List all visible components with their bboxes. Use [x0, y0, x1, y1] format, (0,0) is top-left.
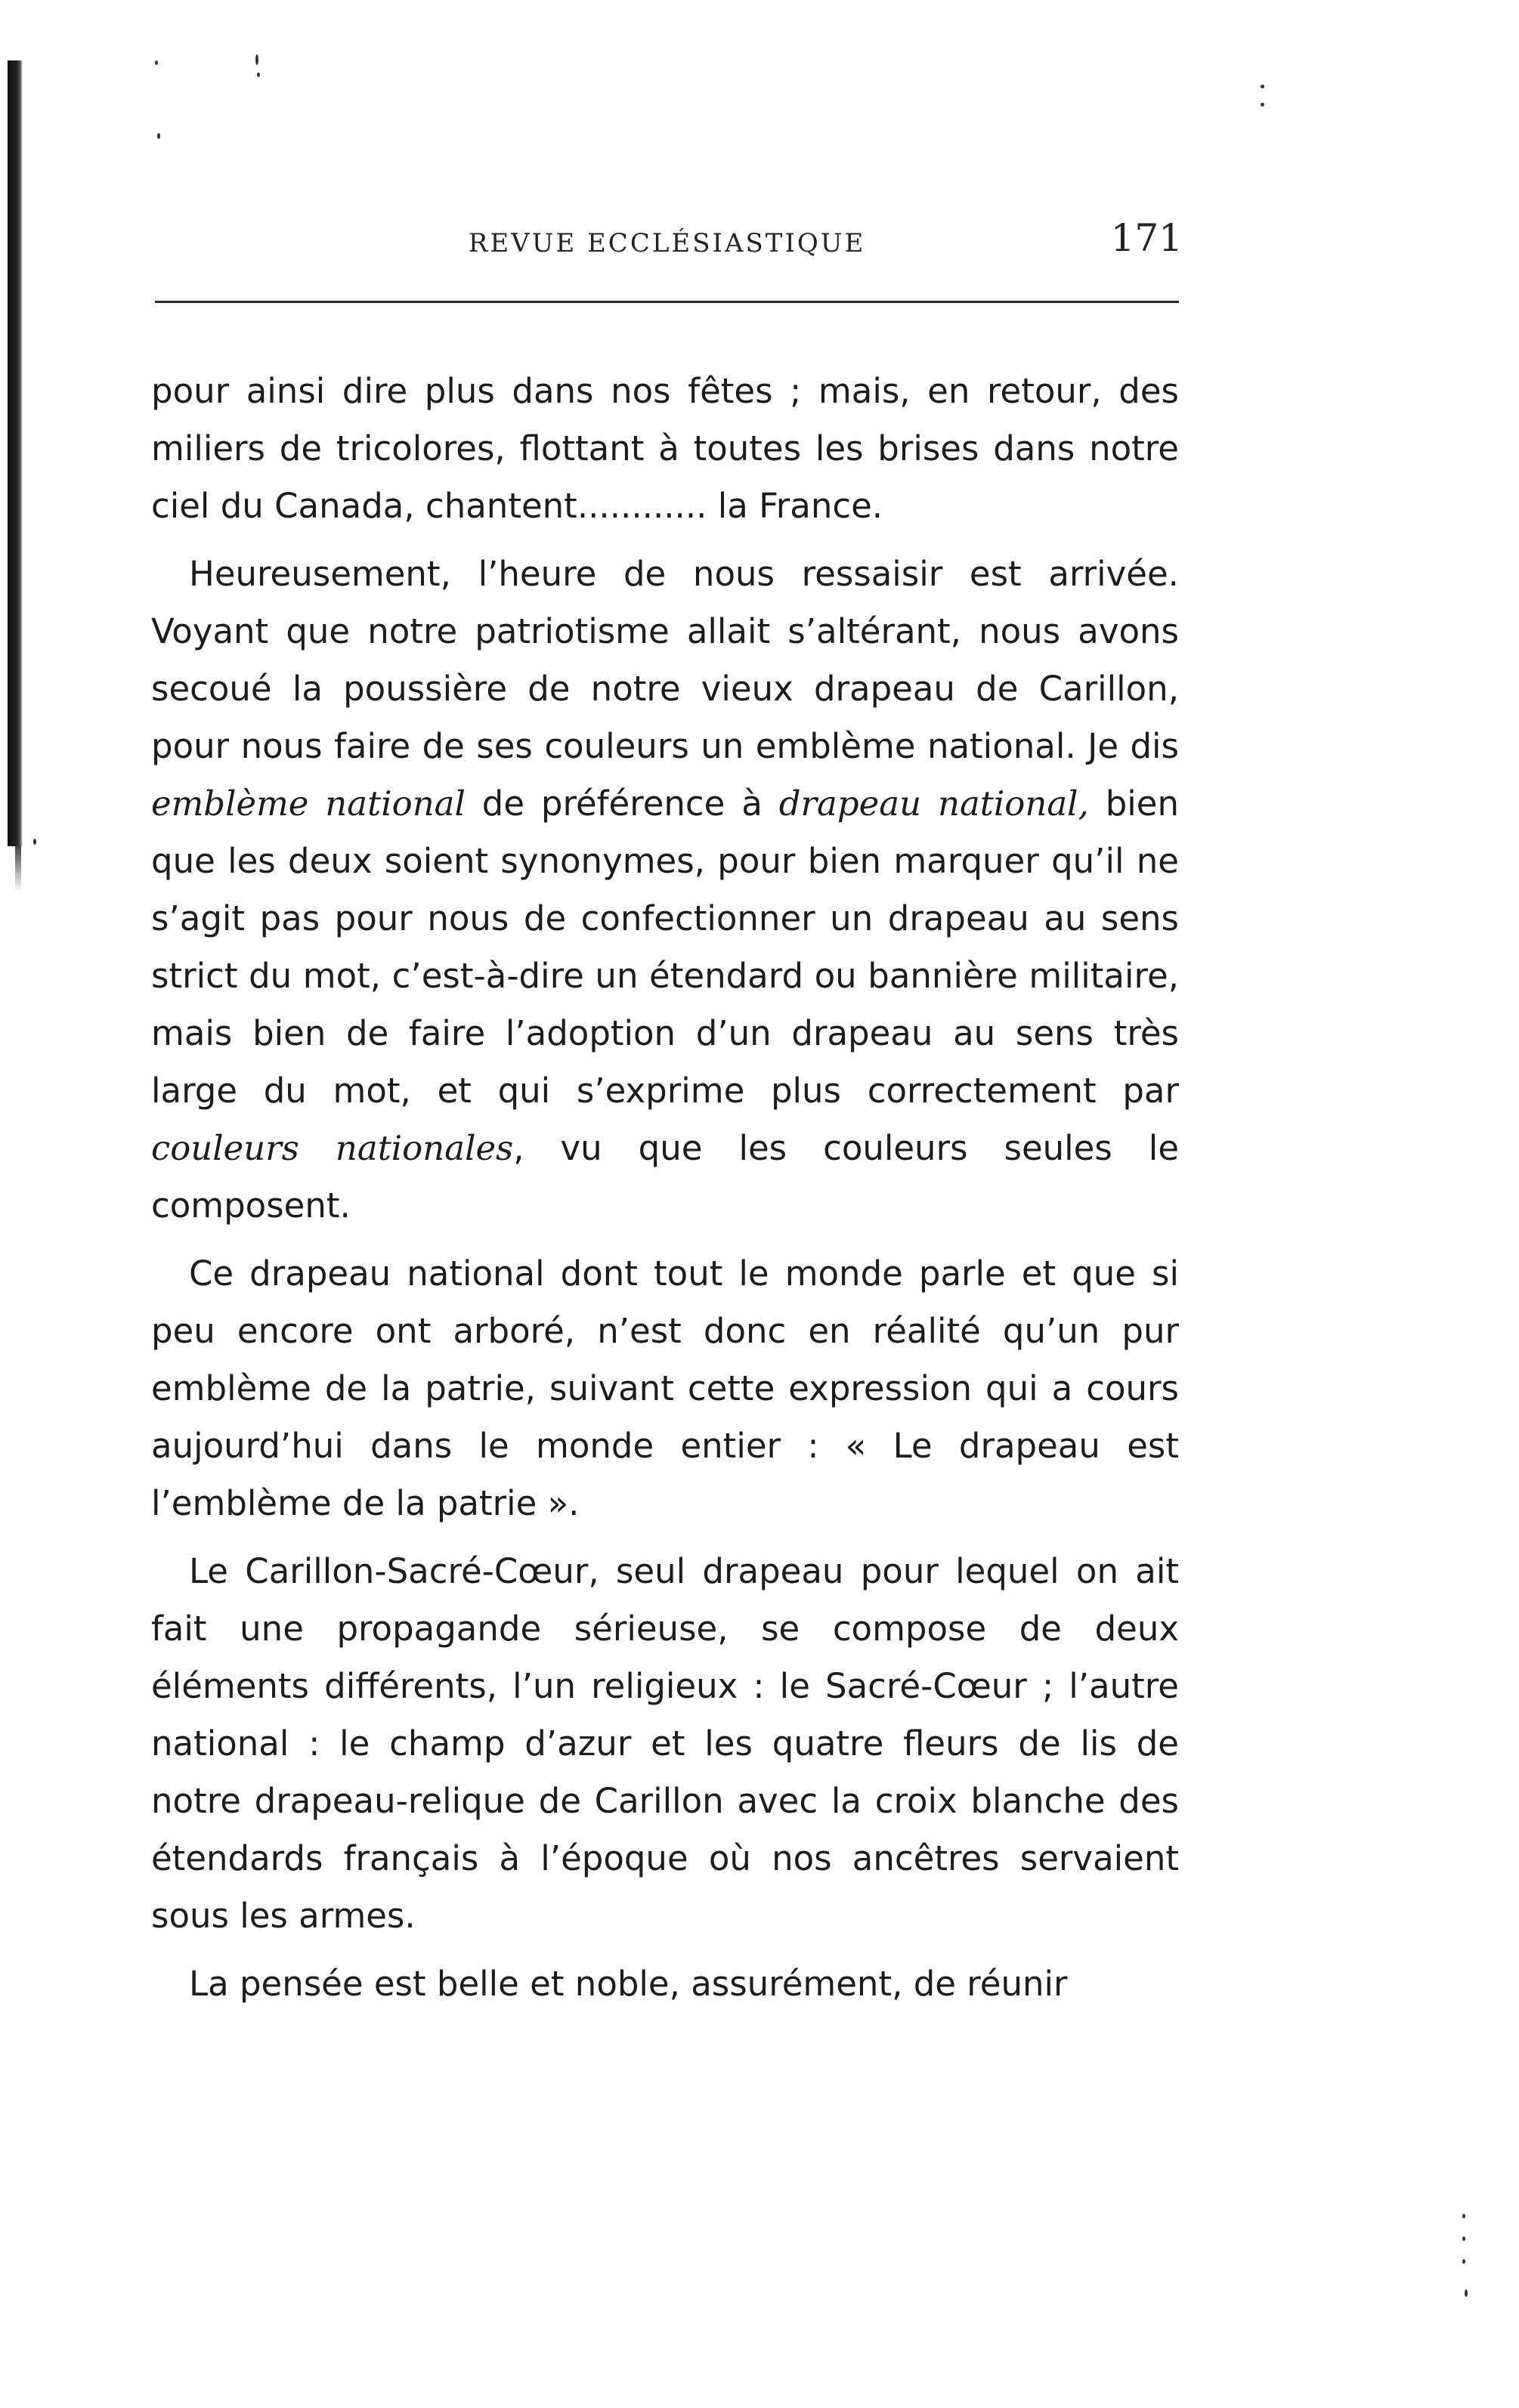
binding-shadow — [8, 60, 23, 846]
paragraph — [151, 1955, 1179, 2013]
paragraph-text: pour ainsi dire plus dans nos fêtes ; mais, en retour, des miliers de tricolores, flottant à toutes les brises dans notre ciel du Canada, chantent............ la France. — [151, 371, 1179, 526]
scan-speck — [1462, 2259, 1465, 2264]
paragraph-text: , vu que les couleurs seules le composent. — [151, 1128, 1179, 1226]
scan-speck — [1465, 2289, 1468, 2297]
scan-speck — [155, 60, 158, 65]
italic-phrase: couleurs nationales — [151, 1128, 514, 1168]
paragraph-text: de préférence à — [465, 784, 779, 824]
paragraph-text: La pensée est belle et noble, assurément, de réunir — [189, 1964, 1068, 2004]
paragraph-text: bien que les deux soient synonymes, pour bien marquer qu’il ne s’agit pas pour nous de confectionner un drapeau au sens strict du mot, c’est-à-dire un étendard ou bannière militaire, mais bien de faire l’adoption d’un drapeau au sens très large du mot, et qui s’exprime plus correctement par — [151, 784, 1180, 1111]
paragraph — [151, 546, 1179, 1235]
page-header — [151, 213, 1183, 274]
paragraph-text: Ce drapeau national dont tout le monde parle et que si peu encore ont arboré, n’est donc en réalité qu’un pur emblème de la patrie, suivant cette expression qui a cours aujourd’hui dans le monde entier : « Le drapeau est l’emblème de la patrie ». — [151, 1253, 1179, 1523]
paragraph — [151, 1543, 1179, 1945]
header-rule — [155, 301, 1179, 303]
scan-speck — [1261, 103, 1264, 107]
scan-speck — [33, 839, 36, 845]
body-text — [151, 363, 1179, 2023]
scan-speck — [257, 73, 260, 77]
italic-phrase: emblème national — [151, 784, 466, 824]
scan-speck — [1462, 2236, 1465, 2241]
binding-shadow-fade — [15, 846, 21, 892]
paragraph — [151, 1245, 1179, 1532]
paragraph — [151, 363, 1179, 535]
paragraph-text: Le Carillon-Sacré-Cœur, seul drapeau pour lequel on ait fait une propagande sérieuse, se compose de deux éléments différents, l’un religieux : le Sacré-Cœur ; l’autre national : le champ d’azur et les quatre fleurs de lis de notre drapeau-relique de Carillon avec la croix blanche des étendards français à l’époque où nos ancêtres servaient sous les armes. — [151, 1551, 1179, 1936]
paragraph-text: Heureusement, l’heure de nous ressaisir est arrivée. Voyant que notre patriotisme allait s’altérant, nous avons secoué la poussière de notre vieux drapeau de Carillon, pour nous faire de ses couleurs un emblème national. Je dis — [151, 554, 1179, 766]
running-title: REVUE ECCLÉSIASTIQUE — [468, 228, 866, 258]
page-number: 171 — [1110, 216, 1183, 260]
scan-speck — [1261, 85, 1264, 88]
scan-speck — [255, 54, 258, 65]
scan-speck — [1462, 2214, 1465, 2218]
italic-phrase: drapeau national, — [778, 784, 1089, 824]
scan-speck — [157, 133, 160, 139]
